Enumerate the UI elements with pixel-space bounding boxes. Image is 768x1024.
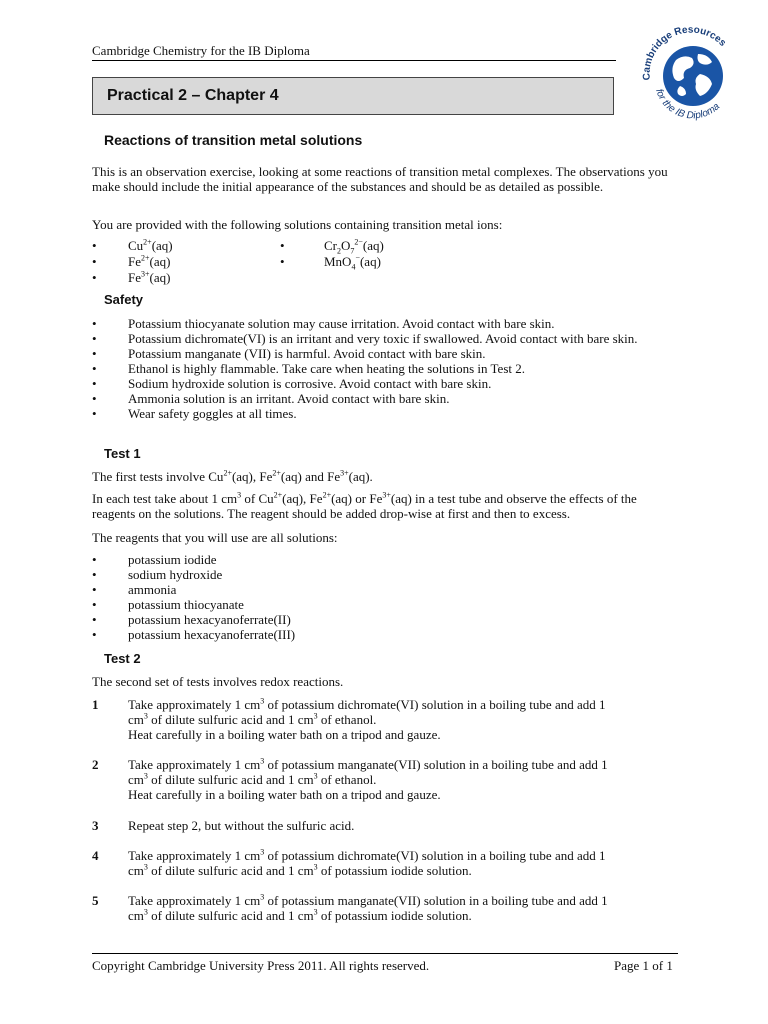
- step-1: 1 Take approximately 1 $cm^3$ of potassium dichromate(VI) solution in a boiling tube and add 1 $cm^3$ of dilute sulfuric acid and 1 $cm^3$ of ethanol. Heat carefully in a boiling water bath on a tripod and gauze.: [92, 696, 606, 742]
- provided-paragraph: You are provided with the following solutions containing transition metal ions:: [92, 217, 503, 232]
- list-item: • Potassium manganate (VII) is harmful. Avoid contact with bare skin.: [92, 346, 486, 361]
- list-item: • potassium thiocyanate: [92, 597, 244, 612]
- step-4: 4 Take approximately 1 $cm^3$ of potassium dichromate(VI) solution in a boiling tube and add 1 $cm^3$ of dilute sulfuric acid and 1 $cm^3$ of potassium iodide solution.: [92, 847, 606, 878]
- list-item: • ammonia: [92, 582, 177, 597]
- ion-dichromate: $Cr_2O_7^{2-}(aq)$: [324, 237, 384, 256]
- title-box: [92, 77, 614, 115]
- step-5: 5 Take approximately 1 $cm^3$ of potassium manganate(VII) solution in a boiling tube and add 1 $cm^3$ of dilute sulfuric acid and 1 $cm^3$ of potassium iodide solution.: [92, 892, 608, 923]
- reagent-list: [92, 552, 672, 642]
- safety-list: [92, 316, 672, 421]
- list-item: • Ethanol is highly flammable. Take care when heating the solutions in Test 2.: [92, 361, 526, 376]
- reagents-intro: The reagents that you will use are all solutions:: [92, 530, 338, 545]
- list-item: • potassium hexacyanoferrate(III): [92, 627, 296, 642]
- book-title: Cambridge Chemistry for the IB Diploma: [92, 43, 310, 58]
- ion-fe2: $Fe^{2+}(aq)$: [128, 253, 171, 269]
- list-item: • Wear safety goggles at all times.: [92, 406, 297, 421]
- cambridge-logo: [636, 24, 746, 124]
- list-item: • potassium hexacyanoferrate(II): [92, 612, 291, 627]
- subtitle: Reactions of transition metal solutions: [104, 132, 363, 148]
- ion-cu2: $Cu^{2+}(aq)$: [128, 237, 173, 253]
- test2-intro: The second set of tests involves redox reactions.: [92, 674, 344, 689]
- ion-permanganate: MnO$_4$−(aq): [324, 253, 381, 272]
- step-2: 2 Take approximately 1 $cm^3$ of potassium manganate(VII) solution in a boiling tube and add 1 $cm^3$ of dilute sulfuric acid and 1 $cm^3$ of ethanol. Heat carefully in a boiling water bath on a tripod and gauze.: [92, 756, 608, 802]
- ion-fe3: $Fe^{3+}(aq)$: [128, 269, 171, 285]
- bullet: •: [92, 238, 97, 253]
- page-title: Practical 2 – Chapter 4: [107, 87, 279, 104]
- list-item: • potassium iodide: [92, 552, 217, 567]
- page-number: Page 1 of 1: [614, 958, 673, 973]
- test1-intro: The first tests involve $Cu^{2+}(aq)$, $Fe^{2+}(aq)$ and $Fe^{3+}(aq)$.: [92, 468, 373, 484]
- list-item: • Sodium hydroxide solution is corrosive. Avoid contact with bare skin.: [92, 376, 492, 391]
- list-item: • Potassium dichromate(VI) is an irritant and very toxic if swallowed. Avoid contact with bare skin.: [92, 331, 638, 346]
- test2-heading: Test 2: [104, 651, 141, 666]
- bullet: •: [92, 254, 97, 269]
- copyright: Copyright Cambridge University Press 2011. All rights reserved.: [92, 958, 430, 973]
- test1-instructions: In each test take about 1 $cm^3$ of $Cu^{2+}(aq)$, $Fe^{2+}(aq)$ or $Fe^{3+}(aq)$ in a test tube and observe the effects of the reagents on the solutions. The reagent should be added drop-wise at first and then to excess.: [92, 490, 637, 521]
- test1-heading: Test 1: [104, 446, 141, 461]
- footer-rule: [92, 953, 678, 954]
- safety-heading: Safety: [104, 292, 144, 307]
- step-3: 3 Repeat step 2, but without the sulfuric acid.: [92, 818, 355, 833]
- ion-list: [92, 238, 412, 288]
- logo-top-text: Cambridge Resources: [641, 24, 728, 81]
- bullet: •: [280, 254, 285, 269]
- bullet: •: [92, 270, 97, 285]
- header-rule: [92, 60, 616, 61]
- logo-bottom-text: for the IB Diploma: [653, 87, 723, 122]
- bullet: •: [280, 238, 285, 253]
- globe-icon: [636, 24, 746, 124]
- list-item: • sodium hydroxide: [92, 567, 223, 582]
- list-item: • Ammonia solution is an irritant. Avoid contact with bare skin.: [92, 391, 450, 406]
- list-item: • Potassium thiocyanate solution may cause irritation. Avoid contact with bare skin.: [92, 316, 555, 331]
- intro-paragraph: This is an observation exercise, looking at some reactions of transition metal complexes. The observations you make should include the initial appearance of the substances and should be as detailed as possible.: [92, 164, 668, 194]
